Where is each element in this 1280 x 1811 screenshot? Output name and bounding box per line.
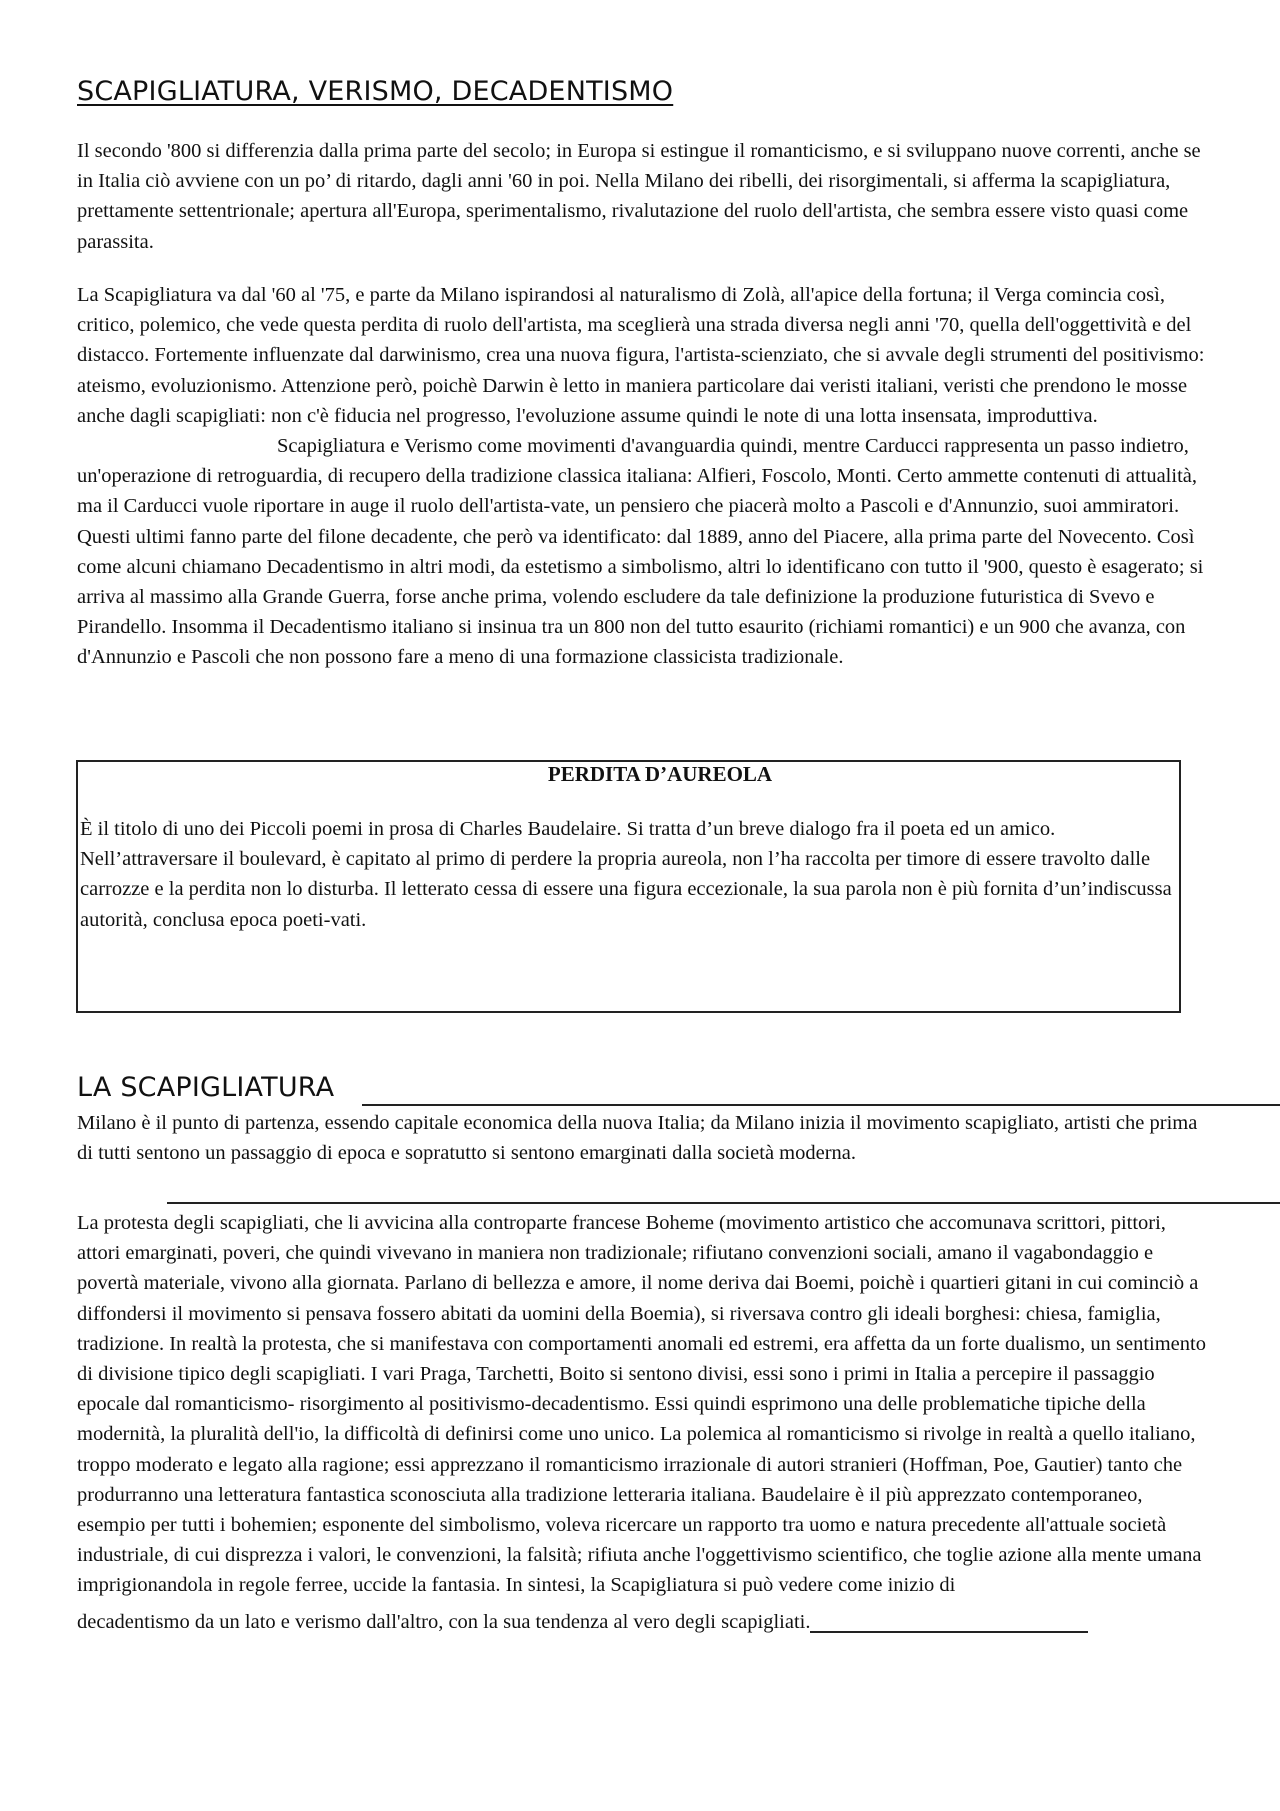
paragraph-main: La protesta degli scapigliati, che li avvicina alla controparte francese Boheme (movimento artistico che accomunava scrittori, pittori, attori emarginati, poveri, che quindi vivevano in maniera non tradizionale; rifiutano convenzioni sociali, amano il vagabondaggio e povertà materiale, vivono alla giornata. Parlano di bellezza e amore, il nome deriva dai Boemi, poichè i quartieri gitani in cui cominciò a diffondersi il movimento si pensava fossero abitati da uomini della Boemia), si riversava contro gli ideali borghesi: chiesa, famiglia, tradizione. In realtà la protesta, che si manifestava con comportamenti anomali ed estremi, era affetta da un forte dualismo, un sentimento di divisione tipico degli scapigliati. I vari Praga, Tarchetti, Boito si sentono divisi, essi sono i primi in Italia a percepire il passaggio epocale dal romanticismo- risorgimento al positivismo-decadentismo. Essi quindi esprimono una delle problematiche tipiche della modernità, la pluralità dell'io, la difficoltà di definirsi come uno unico. La polemica al romanticismo si rivolge in realtà a quello italiano, troppo moderato e legato alla ragione; essi apprezzano il romanticismo irrazionale di autori stranieri (Hoffman, Poe, Gautier) tanto che produrranno una letteratura fantastica sconosciuta alla tradizione letteraria italiana. Baudelaire è il più apprezzato contemporaneo, esempio per tutti i bohemien; esponente del simbolismo, voleva ricercare un rapporto tra uomo e natura precedente all'attuale società industriale, di cui disprezza i valori, le convenzioni, la falsità; rifiuta anche l'oggettivismo scientifico, che toglie azione alla mente umana imprigionandola in regole ferree, uccide la fantasia. In sintesi, la Scapigliatura si può vedere come inizio di	[77, 1212, 1206, 1597]
trailing-rule	[810, 1631, 1088, 1633]
paragraph-last-text: decadentismo da un lato e verismo dall'altro, con la sua tendenza al vero degli scapigliati.	[77, 1610, 811, 1633]
paragraph-last-line	[77, 1607, 1088, 1637]
protesta-paragraph	[77, 1208, 1207, 1637]
box-title: PERDITA D’AUREOLA	[547, 762, 773, 786]
scapigliatura-verismo-paragraph	[77, 280, 1207, 673]
intro-paragraph: Il secondo '800 si differenzia dalla prima parte del secolo; in Europa si estingue il romanticismo, e si sviluppano nuove correnti, anche se in Italia ciò avviene con un po’ di ritardo, dagli anni '60 in poi. Nella Milano dei ribelli, dei risorgimentali, si afferma la scapigliatura, prettamente settentrionale; apertura all'Europa, sperimentalismo, rivalutazione del ruolo dell'artista, che sembra essere visto quasi come parassita.	[77, 140, 1201, 253]
paragraph-rule	[167, 1202, 1280, 1204]
box-text: È il titolo di uno dei Piccoli poemi in prosa di Charles Baudelaire. Si tratta d’un breve dialogo fra il poeta ed un amico. Nell’attraversare il boulevard, è capitato al primo di perdere la propria aureola, non l’ha raccolta per timore di essere travolto dalle carrozze e la perdita non lo disturba. Il letterato cessa di essere una figura eccezionale, la sua parola non è più fornita d’un’indiscussa autorità, conclusa epoca poeti-vati.	[80, 818, 1172, 931]
section-title-la-scapigliatura: LA SCAPIGLIATURA	[77, 1072, 335, 1103]
paragraph-part-2: Scapigliatura e Verismo come movimenti d'avanguardia quindi, mentre Carducci rappresenta un passo indietro, un'operazione di retroguardia, di recupero della tradizione classica italiana: Alfieri, Foscolo, Monti. Certo ammette contenuti di attualità, ma il Carducci vuole riportare in auge il ruolo dell'artista-vate, un pensiero che piacerà molto a Pascoli e d'Annunzio, suoi ammiratori. Questi ultimi fanno parte del filone decadente, che però va identificato: dal 1889, anno del Piacere, alla prima parte del Novecento. Così come alcuni chiamano Decadentismo in altri modi, da estetismo a simbolismo, altri lo identificano con tutto il '900, questo è esagerato; si arriva al massimo alla Grande Guerra, forse anche prima, volendo escludere da tale definizione la produzione futuristica di Svevo e Pirandello. Insomma il Decadentismo italiano si insinua tra un 800 non del tutto esaurito (richiami romantici) e un 900 che avanza, con d'Annunzio e Pascoli che non possono fare a meno di una formazione classicista tradizionale.	[77, 435, 1204, 669]
section-title-scapigliatura-verismo-decadentismo: SCAPIGLIATURA, VERISMO, DECADENTISMO	[77, 76, 674, 107]
paragraph-part-1: La Scapigliatura va dal '60 al '75, e parte da Milano ispirandosi al naturalismo di Zolà, all'apice della fortuna; il Verga comincia così, critico, polemico, che vede questa perdita di ruolo dell'artista, ma sceglierà una strada diversa negli anni '70, quella dell'oggettività e del distacco. Fortemente influenzate dal darwinismo, crea una nuova figura, l'artista-scienziato, che si avvale degli strumenti del positivismo: ateismo, evoluzionismo. Attenzione però, poichè Darwin è letto in maniera particolare dai veristi italiani, veristi che prendono le mosse anche dagli scapigliati: non c'è fiducia nel progresso, l'evoluzione assume quindi le note di una lotta insensata, improduttiva.	[77, 284, 1205, 427]
milano-paragraph: Milano è il punto di partenza, essendo capitale economica della nuova Italia; da Milano inizia il movimento scapigliato, artisti che prima di tutti sentono un passaggio di epoca e sopratutto si sentono emarginati dalla società moderna.	[77, 1112, 1198, 1165]
title-rule	[362, 1104, 1280, 1106]
